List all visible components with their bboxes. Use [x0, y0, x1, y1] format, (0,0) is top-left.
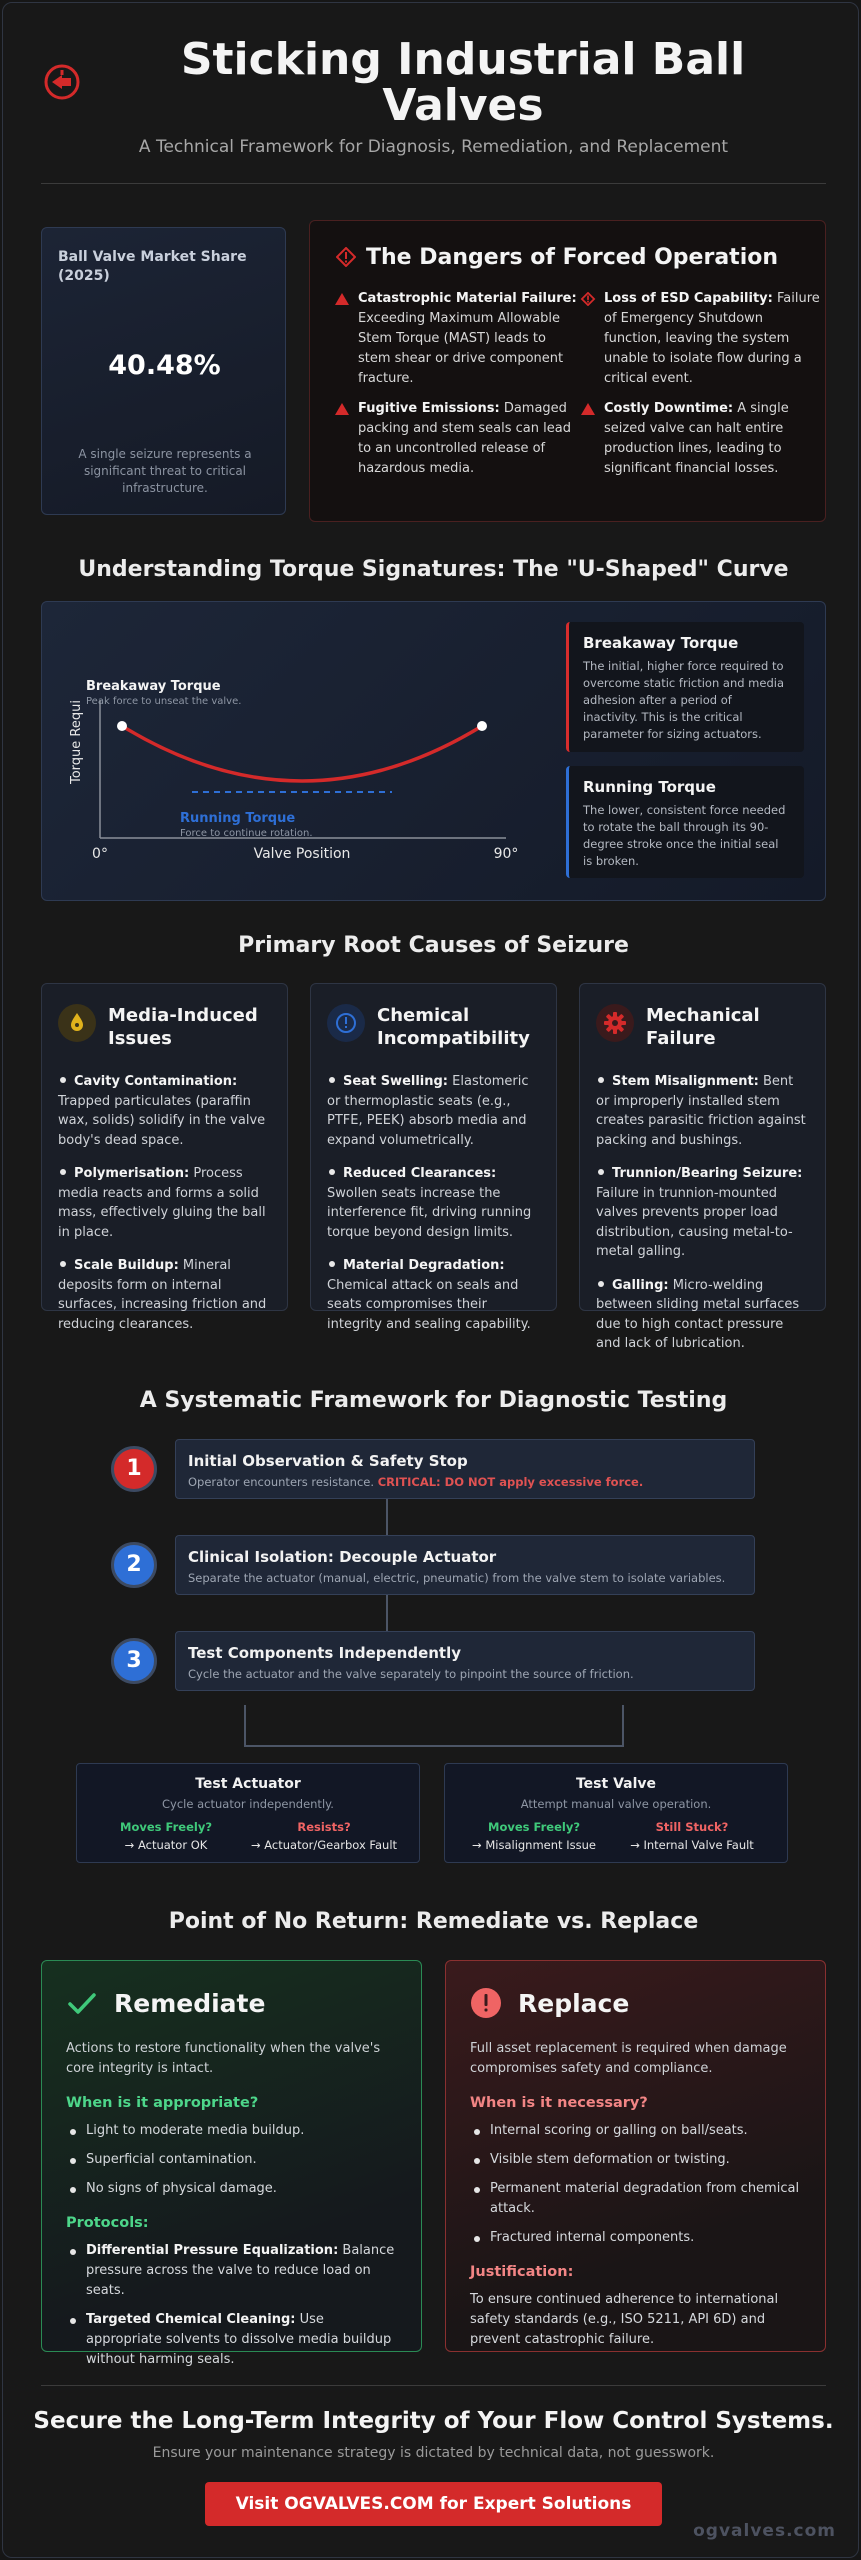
replace-when-title: When is it necessary? — [470, 2095, 648, 2111]
list-item: Reduced Clearances: Swollen seats increase the interference fit, driving running torque beyond design limits. — [327, 1166, 532, 1240]
warning-triangle-icon — [580, 402, 596, 416]
cause-name: Media-Induced Issues — [108, 1005, 258, 1049]
market-share-card — [41, 227, 286, 515]
breakaway-point-start — [117, 721, 127, 731]
running-note: Force to continue rotation. — [180, 828, 313, 839]
step-box — [175, 1631, 755, 1691]
footer-title: Secure the Long-Term Integrity of Your Flow Control Systems. — [33, 2408, 834, 2434]
market-share-label: Ball Valve Market Share (2025) — [58, 249, 247, 284]
list-item: Scale Buildup: Mineral deposits form on internal surfaces, increasing friction and reducing clearances. — [58, 1258, 267, 1332]
connector — [386, 1499, 388, 1535]
remediate-when-title: When is it appropriate? — [66, 2095, 259, 2111]
branch-test-actuator — [76, 1763, 420, 1863]
list-item: Fractured internal components. — [470, 2228, 801, 2248]
branch-answer: → Misalignment Issue — [472, 1838, 596, 1852]
breakaway-note: Peak force to unseat the valve. — [86, 696, 242, 707]
branch-subtitle: Attempt manual valve operation. — [520, 1797, 712, 1811]
gear-icon — [596, 1004, 634, 1042]
list-item: Galling: Micro-welding between sliding metal surfaces due to high contact pressure and lack of lubrication. — [596, 1277, 800, 1351]
list-item: No signs of physical damage. — [66, 2179, 397, 2199]
remediate-intro: Actions to restore functionality when the valve's core integrity is intact. — [66, 2041, 381, 2076]
list-item: Visible stem deformation or twisting. — [470, 2150, 801, 2170]
list-item: Material Degradation: Chemical attack on seals and seats compromises their integrity and sealing capability. — [327, 1258, 531, 1332]
list-item: Differential Pressure Equalization: Balance pressure across the valve to reduce load on seats. — [66, 2241, 397, 2301]
torque-panel — [41, 601, 826, 901]
x-tick-1: 90° — [493, 846, 519, 862]
branch-answer: → Actuator/Gearbox Fault — [250, 1838, 398, 1852]
danger-item-text: A single seized valve can halt entire production lines, leading to significant financial losses. — [604, 401, 789, 476]
danger-item-title: Catastrophic Material Failure: — [358, 291, 577, 306]
breakaway-point-end — [477, 721, 487, 731]
danger-item — [604, 289, 824, 389]
step-title: Initial Observation & Safety Stop — [188, 1452, 468, 1470]
danger-item-title: Loss of ESD Capability: — [604, 291, 773, 306]
dangers-title: The Dangers of Forced Operation — [366, 245, 779, 270]
running-description-title: Running Torque — [583, 778, 716, 796]
warning-triangle-icon — [334, 402, 350, 416]
cause-card-media — [41, 983, 288, 1332]
branch-subtitle: Cycle actuator independently. — [162, 1797, 334, 1811]
warning-diamond-icon — [336, 247, 356, 267]
step-box — [175, 1535, 755, 1595]
branch-answer: → Actuator OK — [124, 1838, 208, 1852]
y-axis-label: Torque Requi — [69, 700, 84, 784]
replace-card — [445, 1960, 826, 2352]
step-number: 2 — [111, 1542, 157, 1588]
breakaway-description-title: Breakaway Torque — [583, 634, 739, 652]
branch-title: Test Valve — [575, 1776, 657, 1792]
danger-item — [358, 399, 578, 479]
list-item: Superficial contamination. — [66, 2150, 397, 2170]
breakaway-description-text: The initial, higher force required to overcome static friction and media adhesion after a period of inactivity. This is the critical parameter for sizing actuators. — [583, 659, 785, 741]
x-axis-label: Valve Position — [253, 846, 351, 862]
page-title: Sticking Industrial Ball Valves — [180, 34, 746, 131]
step-number: 3 — [111, 1638, 157, 1684]
step-number: 1 — [111, 1446, 157, 1492]
connector — [622, 1705, 624, 1747]
market-share-note: A single seizure represents a significant threat to critical infrastructure. — [78, 447, 252, 495]
footer-subtitle: Ensure your maintenance strategy is dictated by technical data, not guesswork. — [152, 2445, 715, 2461]
warning-diamond-icon — [580, 292, 596, 306]
connector — [244, 1705, 246, 1747]
branch-question: Moves Freely? — [120, 1820, 212, 1834]
list-item: Seat Swelling: Elastomeric or thermoplastic seats (e.g., PTFE, PEEK) absorb media and expand volumetrically. — [327, 1074, 529, 1148]
branch-title: Test Actuator — [195, 1776, 301, 1792]
branch-answer: → Internal Valve Fault — [630, 1838, 754, 1852]
running-description — [566, 766, 804, 878]
causes-section-title: Primary Root Causes of Seizure — [238, 933, 629, 958]
step-title: Test Components Independently — [188, 1644, 462, 1662]
step-text: Cycle the actuator and the valve separately to pinpoint the source of friction. — [188, 1667, 634, 1681]
step-title: Clinical Isolation: Decouple Actuator — [188, 1548, 497, 1566]
list-item: Light to moderate media buildup. — [66, 2121, 397, 2141]
cause-name: Mechanical Failure — [646, 1005, 760, 1049]
list-item: Trunnion/Bearing Seizure: Failure in trunnion-mounted valves prevents proper load distribution, causing metal-to-metal galling. — [596, 1166, 803, 1259]
list-item: Stem Misalignment: Bent or improperly installed stem creates parasitic friction against packing and bushings. — [596, 1074, 806, 1148]
cause-card-mechanical — [579, 983, 826, 1351]
connector — [386, 1595, 388, 1631]
framework-section-title: A Systematic Framework for Diagnostic Testing — [139, 1388, 728, 1413]
branch-question: Moves Freely? — [488, 1820, 580, 1834]
breakaway-description — [566, 622, 804, 752]
step-text: Operator encounters resistance. CRITICAL: DO NOT apply excessive force. — [188, 1475, 644, 1489]
running-label: Running Torque — [180, 811, 296, 826]
list-item: Internal scoring or galling on ball/seats. — [470, 2121, 801, 2141]
domain-watermark: ogvalves.com — [693, 2521, 836, 2541]
divider — [41, 183, 826, 184]
torque-section-title: Understanding Torque Signatures: The "U-Shaped" Curve — [78, 557, 789, 582]
breakaway-label: Breakaway Torque — [86, 679, 221, 694]
danger-item — [604, 399, 824, 479]
danger-item — [358, 289, 578, 389]
remediate-card — [41, 1960, 422, 2367]
infographic-frame — [2, 2, 859, 2558]
list-item: Polymerisation: Process media reacts and forms a solid mass, effectively gluing the ball in place. — [58, 1166, 266, 1240]
alert-circle-icon — [470, 1987, 502, 2019]
danger-item-text: Exceeding Maximum Allowable Stem Torque (MAST) leads to stem shear or drive component fracture. — [358, 311, 564, 386]
danger-item-title: Costly Downtime: — [604, 401, 734, 416]
danger-item-text: Damaged packing and stem seals can lead to an uncontrolled release of hazardous media. — [358, 401, 571, 476]
branch-question: Resists? — [297, 1820, 351, 1834]
torque-chart — [62, 622, 562, 882]
danger-item-title: Fugitive Emissions: — [358, 401, 500, 416]
list-item: Targeted Chemical Cleaning: Use appropriate solvents to dissolve media buildup without harming seals. — [66, 2310, 397, 2370]
replace-title: Replace — [518, 1989, 630, 2018]
warning-triangle-icon — [334, 292, 350, 306]
media-drop-icon — [58, 1004, 96, 1042]
connector — [244, 1745, 624, 1747]
step-box — [175, 1439, 755, 1499]
page-subtitle: A Technical Framework for Diagnosis, Remediation, and Replacement — [138, 137, 729, 157]
replace-justification: To ensure continued adherence to international safety standards (e.g., ISO 5211, API 6D) and prevent catastrophic failure. — [470, 2292, 779, 2347]
breakaway-curve — [122, 726, 482, 781]
replace-justification-title: Justification: — [470, 2264, 574, 2280]
cta-button[interactable]: Visit OGVALVES.COM for Expert Solutions — [205, 2482, 662, 2526]
replace-intro: Full asset replacement is required when damage compromises safety and compliance. — [470, 2041, 787, 2076]
branch-question: Still Stuck? — [655, 1820, 729, 1834]
x-tick-0: 0° — [92, 846, 108, 862]
cause-card-chemical — [310, 983, 557, 1332]
cause-name: Chemical Incompatibility — [377, 1005, 530, 1049]
dangers-card — [309, 220, 826, 522]
remediate-protocols-title: Protocols: — [66, 2215, 149, 2231]
valve-logo-icon — [43, 63, 81, 101]
list-item: Permanent material degradation from chemical attack. — [470, 2179, 801, 2219]
market-share-value: 40.48% — [108, 350, 221, 381]
running-description-text: The lower, consistent force needed to rotate the ball through its 90-degree stroke once the initial seal is broken. — [583, 803, 786, 868]
danger-item-text: Failure of Emergency Shutdown function, leaving the system unable to isolate flow during a critical event. — [604, 291, 820, 386]
check-icon — [66, 1987, 98, 2019]
list-item: Cavity Contamination: Trapped particulates (paraffin wax, solids) solidify in the valve body's dead space. — [58, 1074, 266, 1148]
step-text: Separate the actuator (manual, electric, pneumatic) from the valve stem to isolate variables. — [188, 1571, 726, 1585]
divider — [41, 2385, 826, 2386]
remediate-title: Remediate — [114, 1989, 266, 2018]
decision-section-title: Point of No Return: Remediate vs. Replace — [168, 1909, 699, 1934]
branch-test-valve — [444, 1763, 788, 1863]
chemical-alert-icon — [327, 1004, 365, 1042]
